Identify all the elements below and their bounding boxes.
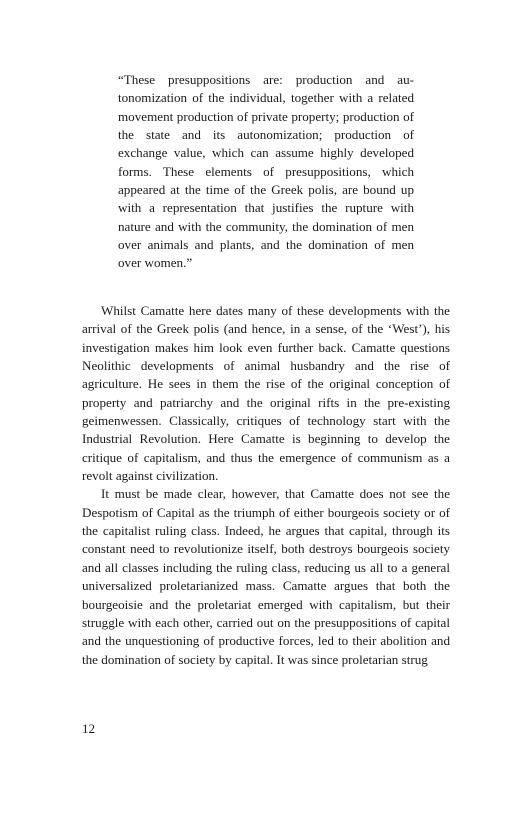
page-number: 12: [82, 721, 96, 736]
paragraph: Whilst Camatte here dates many of these developments with the arrival of the Greek polis (and hence, in a sense, of the ‘West’), his investigation makes him look even further back. Camatte questions Neolithic developments of animal husbandry and the rise of agriculture. He sees in them the rise of the original conception of property and patriarchy and the original rifts in the pre-existing geimenwessen. Classically, critiques of technology start with the Industrial Revolution. Here Camatte is beginning to develop the critique of capitalism, and thus the emergence of communism as a revolt against civilization.: [82, 303, 450, 484]
block-quote: “These presuppositions are: production and autonomization of the individual, together with a related movement production of private property; production of the state and its autonomization; production of exchange value, which can assume highly developed forms. These elements of presuppositions, which appeared at the time of the Greek polis, are bound up with a representation that justifies the rupture with nature and with the community, the domination of men over animals and plants, and the domination of men over women.”: [118, 72, 414, 271]
body-text: [82, 302, 450, 669]
paragraph: It must be made clear, however, that Camatte does not see the Despotism of Capital as the triumph of either bourgeois society or of the capitalist ruling class. Indeed, he argues that capital, through its constant need to revolutionize itself, both destroys bourgeois society and all classes including the ruling class, reducing us all to a general universalized proletarianized mass. Camatte argues that both the bourgeoisie and the proletariat emerged with capitalism, but their struggle with each other, carried out on the presuppositions of capital and the unquestioning of productive forces, led to their abolition and the domination of society by capital. It was since proletarian strug: [82, 486, 450, 667]
